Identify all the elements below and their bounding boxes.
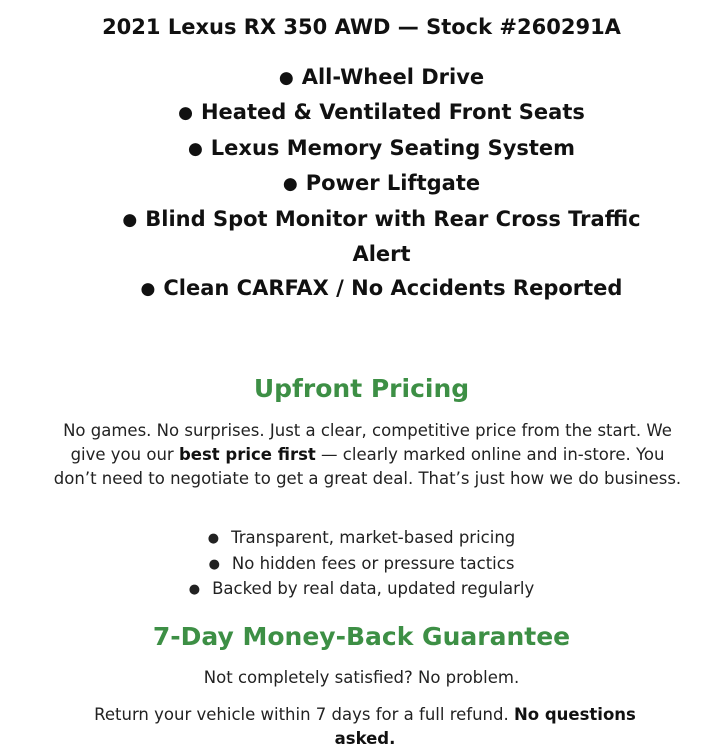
feature-label: Clean CARFAX / No Accidents Reported bbox=[163, 276, 623, 301]
pricing-bullet-label: Backed by real data, updated regularly bbox=[212, 579, 535, 598]
upfront-pricing-heading: Upfront Pricing bbox=[253, 374, 470, 403]
pricing-text-bold: best price first bbox=[178, 445, 316, 465]
feature-label: Power Liftgate bbox=[305, 171, 481, 196]
bullet-icon: ● bbox=[278, 68, 294, 88]
vehicle-title: 2021 Lexus RX 350 AWD — Stock #260291A bbox=[102, 15, 621, 39]
guarantee-text-bold: No questions asked. bbox=[334, 705, 636, 749]
feature-item bbox=[90, 166, 673, 201]
pricing-bullets-list bbox=[0, 526, 723, 603]
feature-item bbox=[90, 60, 673, 95]
bullet-icon: ● bbox=[208, 556, 220, 572]
guarantee-text-part1: Return your vehicle within 7 days for a full refund. bbox=[94, 705, 514, 724]
bullet-icon: ● bbox=[188, 582, 201, 597]
feature-label: All-Wheel Drive bbox=[301, 65, 485, 89]
bullet-icon: ● bbox=[207, 531, 220, 546]
pricing-paragraph bbox=[50, 419, 685, 492]
pricing-text-part2: — clearly marked online and in-store. You don’t need to negotiate to get a great deal. That’s just how we do business. bbox=[53, 445, 682, 489]
pricing-bullet-item bbox=[0, 552, 723, 578]
pricing-text-part1: No games. No surprises. Just a clear, competitive price from the start. We give you our bbox=[63, 421, 672, 465]
guarantee-line-2 bbox=[70, 703, 660, 751]
feature-item bbox=[90, 131, 673, 166]
vehicle-features-list bbox=[90, 60, 673, 307]
feature-item bbox=[90, 202, 673, 272]
bullet-icon: ● bbox=[187, 138, 203, 159]
feature-label: Blind Spot Monitor with Rear Cross Traffic Alert bbox=[145, 206, 641, 267]
feature-item bbox=[90, 271, 673, 306]
pricing-bullet-label: Transparent, market-based pricing bbox=[231, 528, 516, 547]
guarantee-line-1: Not completely satisfied? No problem. bbox=[203, 668, 520, 687]
money-back-guarantee-heading: 7-Day Money-Back Guarantee bbox=[152, 622, 571, 651]
feature-label: Lexus Memory Seating System bbox=[210, 135, 576, 160]
feature-label: Heated & Ventilated Front Seats bbox=[200, 100, 585, 125]
pricing-bullet-item bbox=[0, 526, 723, 552]
pricing-bullet-item bbox=[0, 577, 723, 603]
bullet-icon: ● bbox=[122, 209, 138, 230]
pricing-bullet-label: No hidden fees or pressure tactics bbox=[231, 553, 515, 573]
bullet-icon: ● bbox=[140, 279, 156, 300]
feature-item bbox=[90, 95, 673, 130]
bullet-icon: ● bbox=[282, 174, 298, 195]
bullet-icon: ● bbox=[178, 103, 193, 124]
